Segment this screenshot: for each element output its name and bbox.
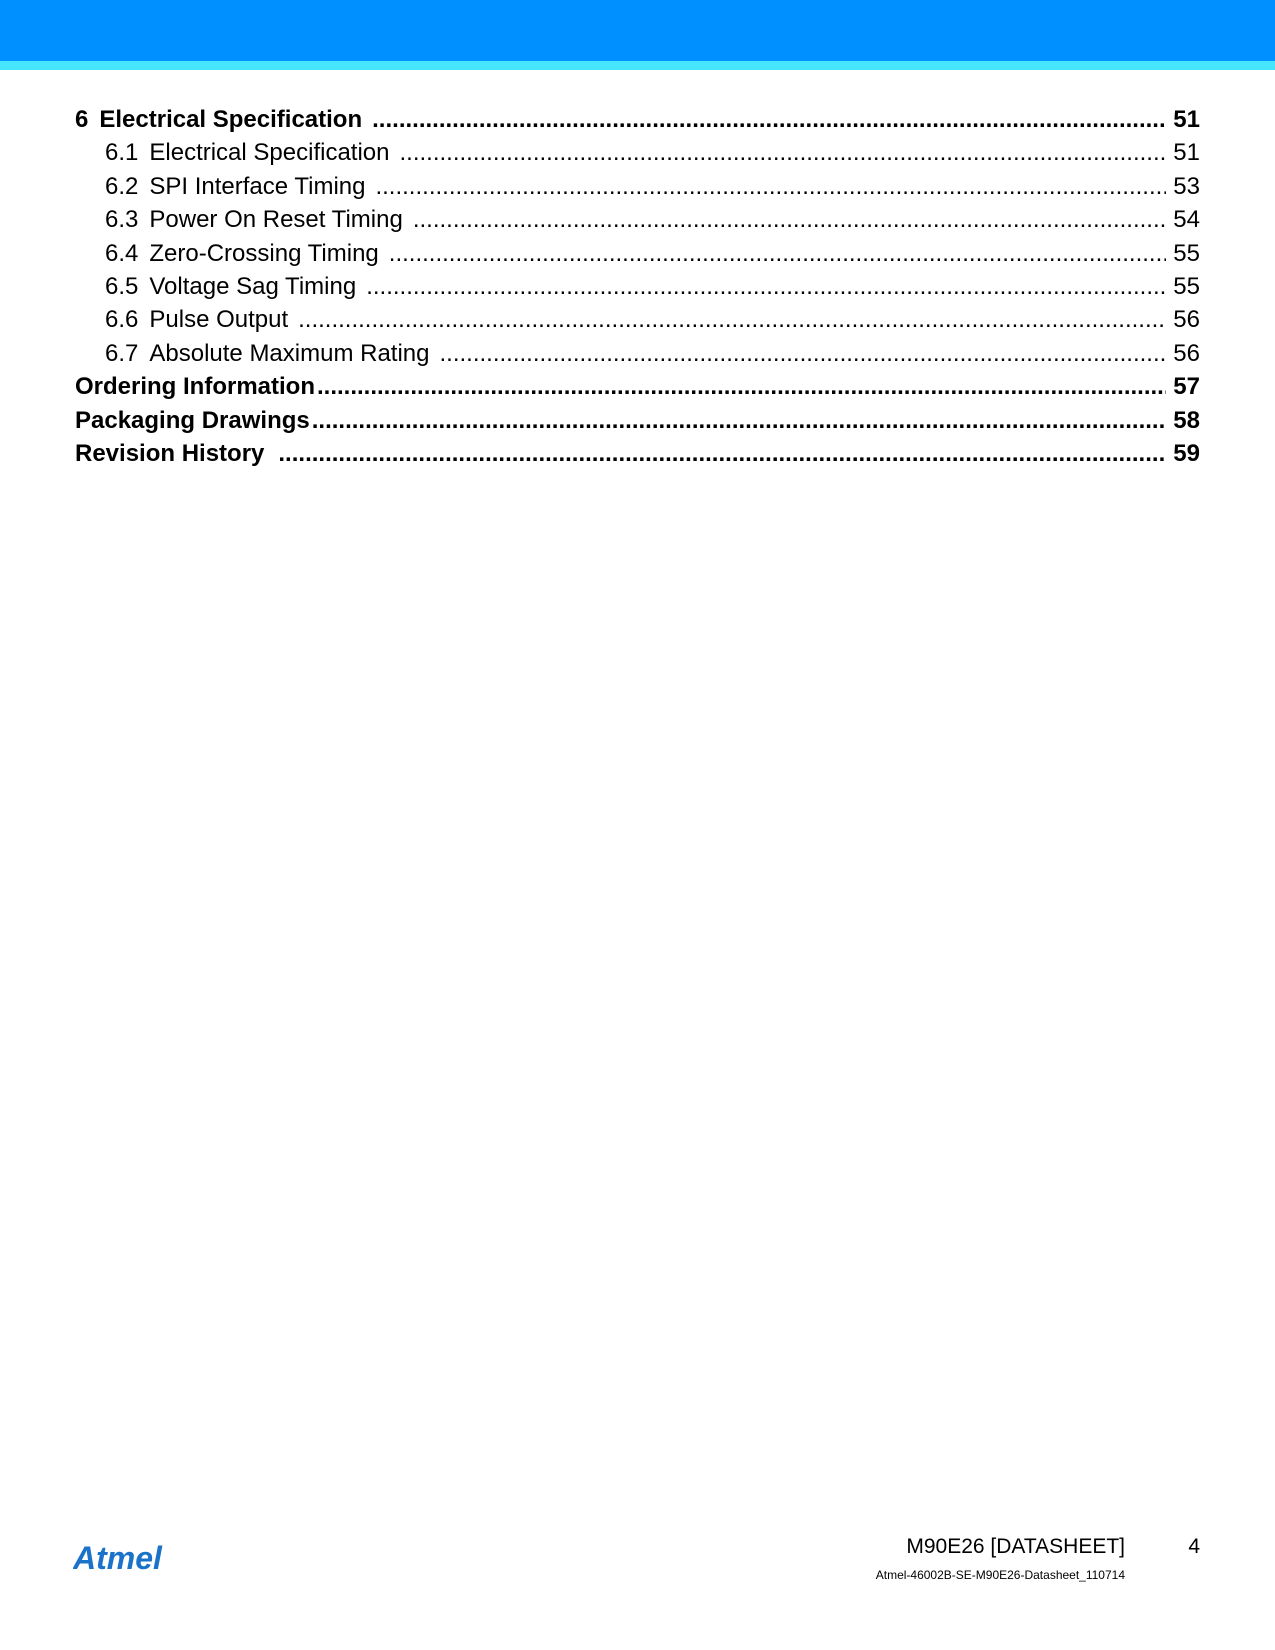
header-band	[0, 0, 1275, 61]
toc-entry-page: 51	[1173, 139, 1200, 167]
toc-entry-page: 59	[1173, 439, 1200, 467]
toc-entry-page: 55	[1173, 272, 1200, 300]
toc-entry[interactable]	[75, 273, 1200, 306]
toc-entry-page: 53	[1173, 172, 1200, 200]
atmel-logo-icon	[73, 1541, 183, 1577]
toc-entry-number: 6	[75, 106, 89, 133]
toc-entry[interactable]	[75, 407, 1200, 440]
toc-entry[interactable]	[75, 206, 1200, 239]
toc-entry-page: 51	[1173, 106, 1200, 133]
header-stripe	[0, 61, 1275, 70]
toc-entry-number: 6.7	[105, 339, 139, 367]
page-number: 4	[1188, 1535, 1200, 1558]
toc-dot-leader	[312, 407, 1166, 435]
atmel-logo-text: Atmel	[73, 1541, 162, 1576]
toc-entry-title: Revision History	[75, 439, 265, 467]
toc-entry-number: 6.2	[105, 172, 139, 200]
toc-entry-title: Electrical Specification	[99, 106, 363, 133]
toc-entry[interactable]	[75, 106, 1200, 139]
toc-entry-title: SPI Interface Timing	[149, 172, 366, 200]
toc-entry-title: Ordering Information	[75, 373, 315, 401]
document-title: M90E26 [DATASHEET]	[906, 1535, 1125, 1558]
toc-entry-title: Pulse Output	[149, 306, 289, 334]
toc-dot-leader	[278, 440, 1166, 468]
toc-dot-leader	[317, 373, 1166, 401]
toc-entry-title: Power On Reset Timing	[149, 206, 403, 234]
toc-entry[interactable]	[75, 373, 1200, 406]
toc-entry-page: 56	[1173, 339, 1200, 367]
toc-entry-page: 54	[1173, 206, 1200, 234]
toc-entry[interactable]	[75, 306, 1200, 339]
table-of-contents	[75, 106, 1200, 473]
toc-entry[interactable]	[75, 139, 1200, 172]
toc-dot-leader	[298, 306, 1166, 334]
toc-dot-leader	[372, 106, 1166, 134]
toc-entry-page: 57	[1173, 373, 1200, 401]
toc-entry-page: 56	[1173, 306, 1200, 334]
toc-dot-leader	[440, 340, 1167, 368]
toc-entry-title: Zero-Crossing Timing	[149, 239, 379, 267]
toc-entry-number: 6.3	[105, 206, 139, 234]
toc-dot-leader	[375, 173, 1166, 201]
toc-entry-page: 58	[1173, 406, 1200, 434]
toc-entry-number: 6.4	[105, 239, 139, 267]
toc-dot-leader	[366, 273, 1166, 301]
toc-entry-number: 6.6	[105, 306, 139, 334]
toc-entry-title: Electrical Specification	[149, 139, 390, 167]
toc-entry-title: Voltage Sag Timing	[149, 272, 357, 300]
toc-dot-leader	[413, 206, 1166, 234]
toc-entry-page: 55	[1173, 239, 1200, 267]
toc-dot-leader	[389, 240, 1166, 268]
toc-entry-title: Packaging Drawings	[75, 406, 310, 434]
toc-entry-number: 6.1	[105, 139, 139, 167]
toc-entry[interactable]	[75, 173, 1200, 206]
toc-entry-title: Absolute Maximum Rating	[149, 339, 430, 367]
toc-entry[interactable]	[75, 340, 1200, 373]
toc-entry-number: 6.5	[105, 272, 139, 300]
document-id: Atmel-46002B-SE-M90E26-Datasheet_110714	[875, 1568, 1125, 1582]
toc-entry[interactable]	[75, 440, 1200, 473]
toc-dot-leader	[399, 139, 1166, 167]
toc-entry[interactable]	[75, 240, 1200, 273]
